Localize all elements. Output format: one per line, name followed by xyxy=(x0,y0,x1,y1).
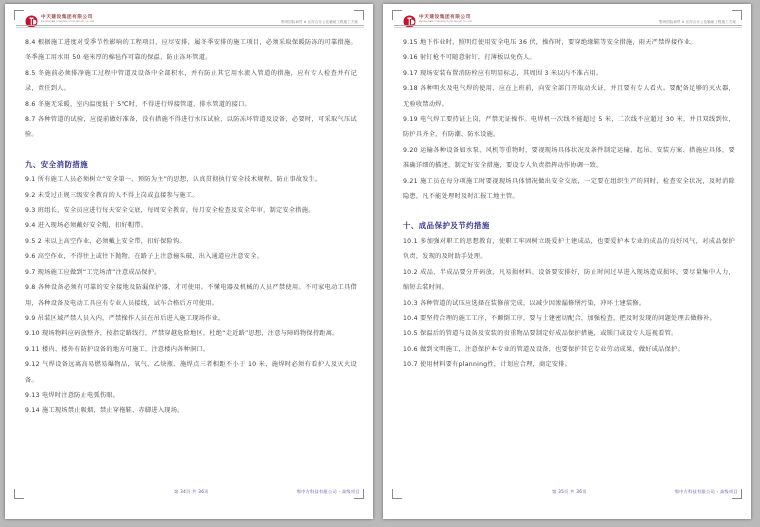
paragraph-spacer xyxy=(403,204,735,215)
page-footer-right xyxy=(392,489,742,495)
body-paragraph: 8.5 冬施前必须排净施工过程中管道及设备中全部积水，并有防止其它用水流入管道的措施，应有专人检查并有记录，责任到人。 xyxy=(25,69,357,93)
body-paragraph: 9.13 电焊时注意防止电弧伤眼。 xyxy=(25,391,120,399)
body-paragraph: 9.10 现场物料应码放整齐，按指定路线行，严禁穿越危险地区，杜绝“走近路”思想，注意与障碍物保持距离。 xyxy=(25,330,339,338)
body-paragraph: 9.5 2 米以上高空作业，必须戴上安全带，扣好保险钩。 xyxy=(25,237,186,245)
body-paragraph: 8.6 冬施无采暖，室内温度低于 5℃时，不得进行焊接管道、排水管道的接口。 xyxy=(25,100,251,108)
body-paragraph: 9.21 施工员在每分项施工时要视现场具体情况做出安全交底，一定要在组织生产的同时，检查安全状况，及时消除隐患，凡不能处理时及时汇报工地主管。 xyxy=(403,177,735,201)
company-name-en: ZHONGTIAN CONSTRUCTION GROUP CO.,LTD. xyxy=(419,21,474,24)
header-rule-secondary xyxy=(394,27,742,28)
body-paragraph: 9.9 吊装区域严禁人员入内，严禁操作人员在吊后进入施工现场作业。 xyxy=(25,314,225,322)
company-name-en: ZHONGTIAN CONSTRUCTION GROUP CO.,LTD. xyxy=(41,21,96,24)
company-logo-text xyxy=(41,16,95,24)
header-project-title: 鄂州国际商贸 A 区综合办公及辅助工程施工方案 xyxy=(281,20,358,24)
body-paragraph: 10.2 成品、半成品要分开码放，凡易损材料、设备要安排好，防止时间过早进入现场造成损坏，要尽量集中人力，缩短去装时间。 xyxy=(403,268,735,292)
body-paragraph: 9.14 施工现场禁止吸烟，禁止穿拖鞋、赤脚进入现场。 xyxy=(25,407,184,415)
header-rule-secondary xyxy=(16,27,364,28)
body-paragraph: 10.4 要坚持合理的施工工序，不颠倒工序，要与土建密切配合，加强检查，把及时发现的问题处理去做修补。 xyxy=(403,314,717,322)
body-paragraph: 9.6 高空作业，不得往上或往下抛物，在路子上注意撞头破，出入通道应注意安全。 xyxy=(25,253,264,261)
body-paragraph: 9.7 现场施工应做到“工完场清”注意成品保护。 xyxy=(25,268,161,276)
body-paragraph: 8.7 各种管道的试验，应提前做好准备，没有措施不得进行水压试验，以防冻坏管道及设备，必要时，可采取气压试验。 xyxy=(25,116,357,139)
footer-page-number: 第 34页 共 36页 xyxy=(174,489,209,494)
body-paragraph: 9.18 各种明火及电气焊的使用，应在上班前，向安全部门开取动火证，并且要有专人看火。要配备足够的灭火器，无验收禁动焊。 xyxy=(403,85,735,108)
footer-project-name: 鄂中方科技有限公司 - 高级项目 xyxy=(674,489,738,494)
body-paragraph: 10.7 使用材料要有planning性，计划应合理，商定安排。 xyxy=(403,361,572,369)
page-footer-left xyxy=(14,489,364,495)
body-paragraph: 9.15 地下作业时，照明灯使用安全电压 36 伏，操作时，要穿绝缘鞋等安全措施，雨天严禁焊接作业。 xyxy=(403,39,697,46)
body-paragraph: 9.1 所有施工人员必须树立“安全第一、预防为主”的思想，认真贯彻执行安全技术规程，防止事故发生。 xyxy=(25,176,322,184)
body-paragraph: 9.3 班组长、安全员应进行每天安全交底，每周安全教育，每月安全检查及安全年审，制定安全措施。 xyxy=(25,207,315,215)
page-body-left xyxy=(25,35,357,485)
paragraph-spacer xyxy=(25,143,357,154)
body-paragraph: 9.17 现场安装布置消防栓应有明显标志，其周围 3 米以内不准占用。 xyxy=(403,69,603,77)
section-heading: 十、成品保护及节约措施 xyxy=(403,221,490,231)
header-rule xyxy=(16,25,364,26)
company-name-cn: 中天建设集团有限公司 xyxy=(419,14,471,20)
body-paragraph: 10.1 多加强对职工的思想教育，使职工牢固树立既爱护土建成品，也要爱护本专业的成品的良好风气，对成品保护负责，发现的及时助手处理。 xyxy=(403,237,735,261)
section-heading: 九、安全消防措施 xyxy=(25,159,89,169)
body-paragraph: 9.20 运输各种设备如水泵、风机等重物时，要视现场具体状况及条件制定运输、起吊、安装方案、措施应具体，要准确详细的描述，制定好安全措施，要设专人负责指挥动作协调一致。 xyxy=(403,146,735,170)
body-paragraph: 8.4 根据施工进度对受季节性影响的工程项目，应尽安排，属冬季安排的施工项目，必须采取保暖防冻的可靠措施。冬季施工用水用 50 毫米厚的棉毡作可靠的保温，防止冻坏管道。 xyxy=(25,39,357,62)
body-paragraph: 10.3 各种管道的试压应选择在装修前完成，以减少因渗漏修缮污染，冲坏土建装修。 xyxy=(403,299,646,307)
document-page-left[interactable] xyxy=(5,4,373,519)
company-logo-text xyxy=(419,16,473,24)
body-paragraph: 9.8 各种设备必须有可靠的安全接地及防漏保护器，才可使用。不懂电器及机械的人员严禁使用。不可家电动工具借用，各种设备及电动工具应有专业人员接线，试车合格后方可使用。 xyxy=(25,284,357,307)
footer-page-number: 第 35页 共 36页 xyxy=(552,489,587,494)
document-page-right[interactable] xyxy=(383,4,751,519)
body-paragraph: 9.11 楼内、楼外有防护设备的地方可施工，注意楼内各种洞口。 xyxy=(25,345,210,353)
company-name-cn: 中天建设集团有限公司 xyxy=(41,14,93,20)
header-rule xyxy=(394,25,742,26)
body-paragraph: 9.12 气焊设备远离高易燃易爆物品，氧气、乙炔瓶、施焊点三者相距不小于 10 米，施焊时必须有看护人及灭火设备。 xyxy=(25,361,357,384)
footer-project-name: 鄂中方科技有限公司 - 高级项目 xyxy=(296,489,360,494)
body-paragraph: 10.6 做到文明施工，注意保护本专业的管道及设备，也要保护其它专业劳动成果，做好成品保护。 xyxy=(403,345,684,353)
body-paragraph: 10.5 保温后的管道与设备及安装的贵重物品要制定好成品保护措施，或锁门或设专人巡视看管。 xyxy=(403,330,678,338)
page-body-right xyxy=(403,35,735,485)
header-project-title: 鄂州国际商贸 A 区综合办公及辅助工程施工方案 xyxy=(659,20,736,24)
body-paragraph: 9.19 电气焊工要持证上岗，严禁无证操作。电焊机一次线不能超过 5 米，二次线不应超过 30 米，并且双线到位，防护具齐全，有防潮、防水设施。 xyxy=(403,116,735,139)
body-paragraph: 9.4 进入现场必须戴好安全帽，扣好帽带。 xyxy=(25,222,148,230)
body-paragraph: 9.2 未受过正规三级安全教育的人不得上岗或直接参与施工。 xyxy=(25,191,199,199)
body-paragraph: 9.16 射钉枪不可随意射钉，打薄板以免伤人。 xyxy=(403,54,536,62)
